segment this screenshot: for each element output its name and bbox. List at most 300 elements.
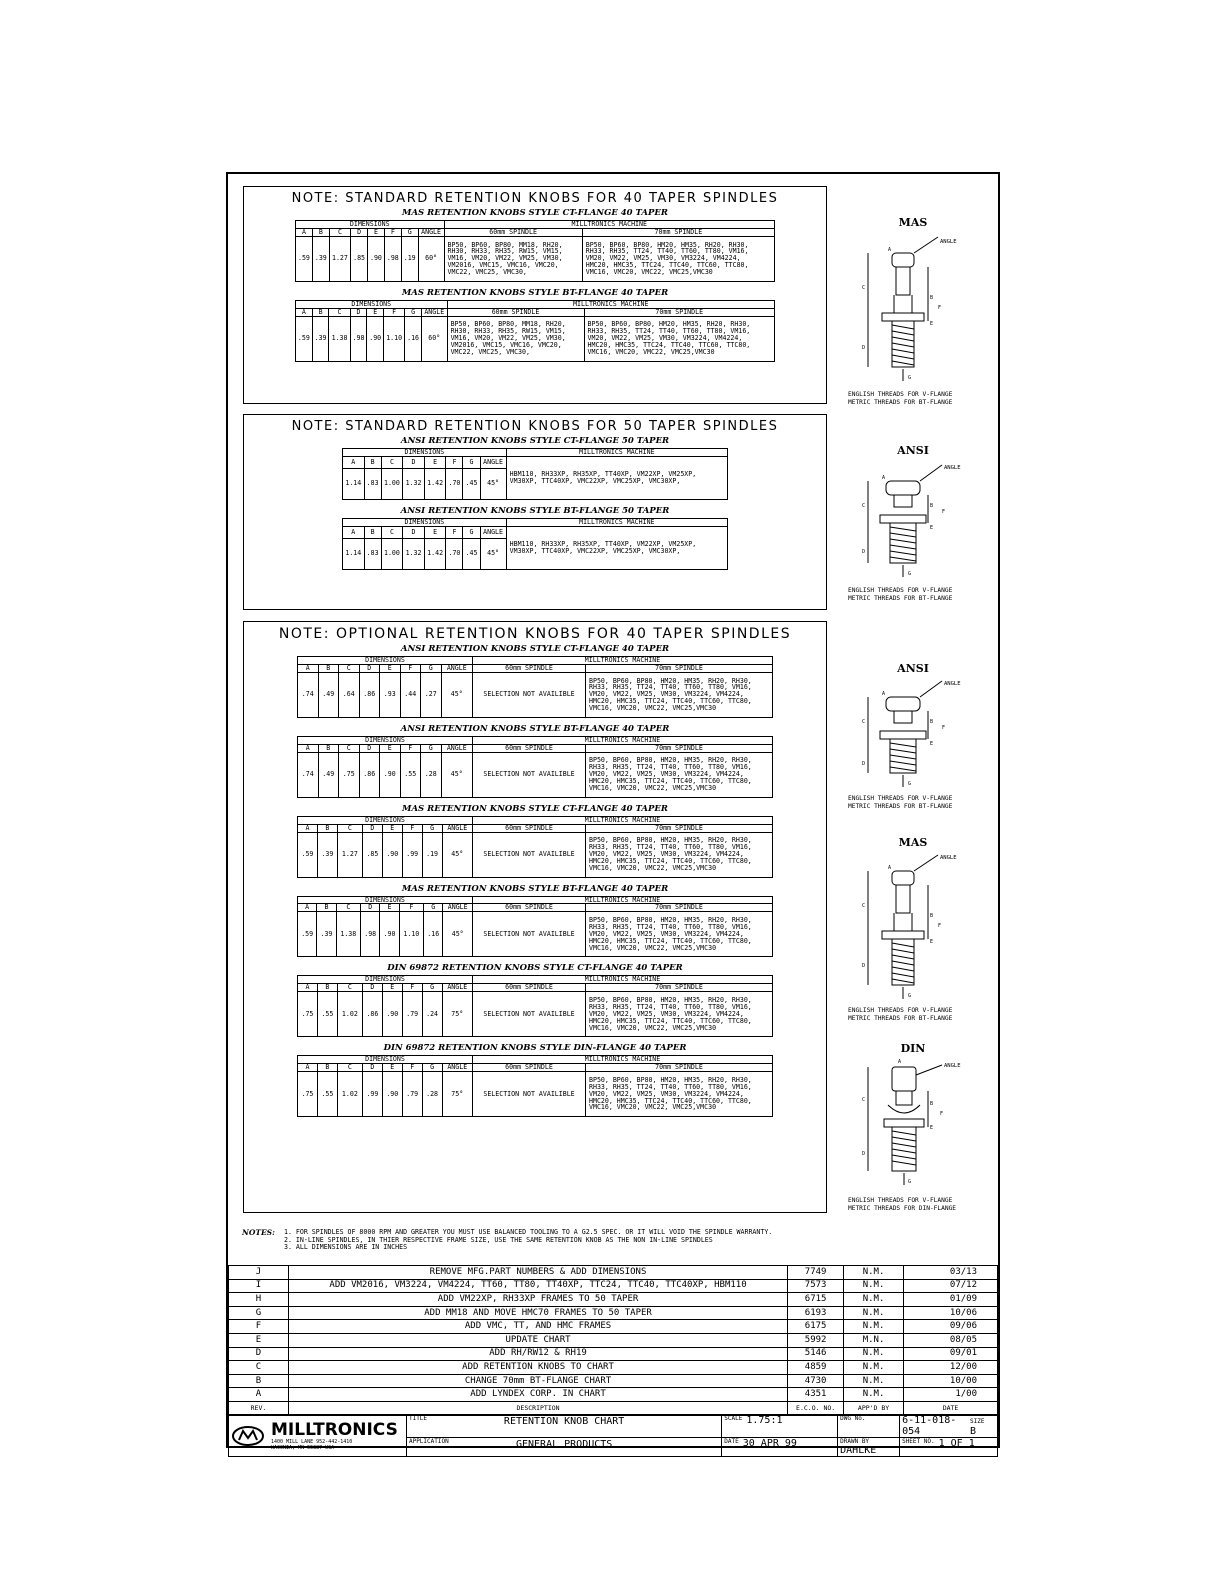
value-d: .86 <box>359 752 380 797</box>
dimensions-header: DIMENSIONS <box>296 300 448 308</box>
company-address: 1400 MILL LANE 952-442-1410 <box>271 1439 353 1446</box>
value-c: 1.38 <box>329 316 350 361</box>
value-c: 1.00 <box>381 468 403 499</box>
value-d: .98 <box>361 912 380 957</box>
value-g: .19 <box>401 236 418 281</box>
rev-date: 09/06 <box>904 1320 998 1334</box>
value-b: .39 <box>312 316 329 361</box>
dim-d-label: D <box>862 761 866 767</box>
dim-e-label: E <box>930 321 934 327</box>
col-f: F <box>402 984 422 992</box>
value-g: .19 <box>422 832 442 877</box>
dim-a-label: A <box>888 247 892 253</box>
dim-e-label: E <box>930 525 934 531</box>
company-logo-cell <box>229 1415 407 1457</box>
value-a: .59 <box>298 832 318 877</box>
value-a: .59 <box>296 236 313 281</box>
rev-eco: 6175 <box>788 1320 844 1334</box>
value-b: .39 <box>312 236 329 281</box>
col-g: G <box>422 824 442 832</box>
col-60mm: 60mm SPINDLE <box>473 904 586 912</box>
table-subtitle: ANSI RETENTION KNOBS STYLE BT-FLANGE 50 TAPER <box>400 505 670 516</box>
rev-letter: A <box>229 1388 289 1402</box>
rev-eco: 6715 <box>788 1293 844 1307</box>
knob-drawing-icon <box>838 457 988 585</box>
figure-caption: ENGLISH THREADS FOR V-FLANGE <box>848 795 953 802</box>
col-f: F <box>400 744 421 752</box>
col-g: G <box>405 308 422 316</box>
machines: HBM110, RH33XP, RH35XP, TT40XP, VM22XP, VM25XP, VM30XP, TTC40XP, VMC22XP, VMC25XP, VMC30XP, <box>506 526 727 569</box>
machines-60mm: SELECTION NOT AVAILIBLE <box>473 912 586 957</box>
col-b: B <box>312 228 329 236</box>
value-b: .83 <box>364 468 381 499</box>
rev-description: ADD VM22XP, RH33XP FRAMES TO 50 TAPER <box>288 1293 787 1307</box>
value-angle: 45° <box>442 832 472 877</box>
machine-header: MILLTRONICS MACHINE <box>473 657 773 665</box>
rev-letter: G <box>229 1306 289 1320</box>
col-d: D <box>362 1064 382 1072</box>
table-subtitle: MAS RETENTION KNOBS STYLE BT-FLANGE 40 TAPER <box>401 287 669 298</box>
milltronics-logo-icon <box>231 1425 265 1447</box>
dimension-table <box>297 736 773 798</box>
col-c: C <box>339 664 360 672</box>
value-g: .24 <box>422 992 442 1037</box>
machines-70mm: BP50, BP60, BP80, HM20, HM35, RH20, RH30, RH33, RH35, TT24, TT40, TT60, TT80, VM16, VM20, VM22, VM25, VM30, VM3224, VM4224, HMC20, HMC35, TTC24, TTC40, TTC60, TTC80, VMC16, VMC20, VMC22, VMC25,VMC30 <box>586 992 773 1037</box>
value-b: .49 <box>318 752 339 797</box>
table-subtitle: ANSI RETENTION KNOBS STYLE BT-FLANGE 40 TAPER <box>400 723 670 734</box>
col-70mm: 70mm SPINDLE <box>586 904 773 912</box>
scale-value: 1.75:1 <box>746 1415 783 1426</box>
section-40-taper-standard <box>243 186 827 404</box>
rev-approved-by: N.M. <box>844 1279 904 1293</box>
rev-description: ADD RETENTION KNOBS TO CHART <box>288 1361 787 1375</box>
dwg-size-cell <box>900 1415 998 1438</box>
figure-caption: METRIC THREADS FOR BT-FLANGE <box>848 802 953 810</box>
value-angle: 45° <box>480 538 506 569</box>
dim-g-label: G <box>908 571 912 577</box>
dimension-table <box>295 300 775 362</box>
col-angle: ANGLE <box>443 904 473 912</box>
rev-date: 03/13 <box>904 1266 998 1280</box>
drawn-value: DAHLKE <box>840 1445 877 1456</box>
rev-approved-by: N.M. <box>844 1361 904 1375</box>
col-angle: ANGLE <box>418 228 444 236</box>
section-40-taper-optional <box>243 621 827 1213</box>
value-f: .79 <box>402 992 422 1037</box>
rev-date: 10/06 <box>904 1306 998 1320</box>
col-60mm: 60mm SPINDLE <box>473 664 586 672</box>
dim-g-label: G <box>908 375 912 381</box>
figure-caption: ENGLISH THREADS FOR V-FLANGE <box>848 587 953 594</box>
figure-caption: ENGLISH THREADS FOR V-FLANGE <box>848 1197 953 1204</box>
value-angle: 75° <box>442 992 472 1037</box>
knob-drawing-icon <box>838 849 988 1005</box>
dimension-table <box>297 656 773 718</box>
value-a: .74 <box>298 752 319 797</box>
dimension-table <box>342 518 728 570</box>
figure-din <box>838 1042 988 1222</box>
machines-70mm: BP50, BP60, BP80, HM20, HM35, RH20, RH30, RH33, RH35, TT24, TT40, TT60, TT80, VM16, VM20, VM22, VM25, VM30, VM3224, VM4224, HMC20, HMC35, TTC24, TTC40, TTC60, TTC80, VMC16, VMC20, VMC22, VMC25,VMC30 <box>582 236 774 281</box>
col-b: B <box>317 984 337 992</box>
col-a: A <box>343 526 365 538</box>
col-b: B <box>317 1064 337 1072</box>
col-g: G <box>424 904 443 912</box>
rev-eco: 5146 <box>788 1347 844 1361</box>
col-a: A <box>298 1064 318 1072</box>
machine-header: MILLTRONICS MACHINE <box>473 736 773 744</box>
revision-row <box>229 1320 998 1334</box>
col-a: A <box>298 664 319 672</box>
dim-f-label: F <box>938 923 942 929</box>
value-g: .16 <box>424 912 443 957</box>
dim-d-label: D <box>862 549 866 555</box>
value-angle: 45° <box>441 672 473 717</box>
dwg-cell <box>838 1415 900 1438</box>
table-subtitle: DIN 69872 RETENTION KNOBS STYLE DIN-FLANGE 40 TAPER <box>383 1043 687 1054</box>
col-c: C <box>337 824 362 832</box>
value-e: .90 <box>367 316 384 361</box>
appd-header: APP'D BY <box>844 1401 904 1415</box>
value-e: .90 <box>382 1072 402 1117</box>
desc-header: DESCRIPTION <box>288 1401 787 1415</box>
dim-c-label: C <box>862 1097 866 1103</box>
dim-b-label: B <box>930 503 934 509</box>
machines-70mm: BP50, BP60, BP80, HM20, HM35, RH20, RH30, RH33, RH35, TT24, TT40, TT60, TT80, VM16, VM20, VM22, VM25, VM30, VM3224, VM4224, HMC20, HMC35, TTC24, TTC40, TTC60, TTC80, VMC16, VMC20, VMC22, VMC25,VMC30 <box>586 1072 773 1117</box>
col-g: G <box>421 744 442 752</box>
value-g: .28 <box>422 1072 442 1117</box>
col-f: F <box>446 456 463 468</box>
rev-date: 1/00 <box>904 1388 998 1402</box>
dim-a-label: A <box>882 475 886 481</box>
col-70mm: 70mm SPINDLE <box>584 308 775 316</box>
col-60mm: 60mm SPINDLE <box>473 744 586 752</box>
rev-letter: E <box>229 1333 289 1347</box>
machines-60mm: BP50, BP60, BP80, MM18, RH20, RH30, RH33, RH35, RW15, VM15, VM16, VM20, VM22, VM25, VM30, VM2016, VMC15, VMC16, VMC20, VMC22, VMC25, VMC30, <box>447 316 584 361</box>
rev-letter: C <box>229 1361 289 1375</box>
angle-label: ANGLE <box>944 681 961 687</box>
rev-eco: 7749 <box>788 1266 844 1280</box>
value-e: .90 <box>380 912 399 957</box>
col-60mm: 60mm SPINDLE <box>444 228 582 236</box>
col-60mm: 60mm SPINDLE <box>473 984 586 992</box>
dimension-table <box>297 816 773 878</box>
sheet-label: SHEET NO. <box>902 1438 935 1445</box>
value-f: .55 <box>400 752 421 797</box>
machines-70mm: BP50, BP60, BP80, HM20, HM35, RH20, RH30, RH33, RH35, TT24, TT40, TT60, TT80, VM16, VM20, VM22, VM25, VM30, VM3224, VM4224, HMC20, HMC35, TTC24, TTC40, TTC60, TTC80, VMC16, VMC20, VMC22, VMC25,VMC30 <box>586 832 773 877</box>
rev-letter: H <box>229 1293 289 1307</box>
machines-60mm: SELECTION NOT AVAILIBLE <box>473 1072 586 1117</box>
col-60mm: 60mm SPINDLE <box>473 824 586 832</box>
value-e: .90 <box>382 832 402 877</box>
note-item: 3. ALL DIMENSIONS ARE IN INCHES <box>284 1243 408 1252</box>
dim-g-label: G <box>908 781 912 787</box>
scale-label: SCALE <box>724 1415 743 1422</box>
drawn-cell <box>838 1438 900 1457</box>
figure-mas-2 <box>838 836 988 1036</box>
angle-label: ANGLE <box>940 855 957 861</box>
rev-header: REV. <box>229 1401 289 1415</box>
col-c: C <box>381 456 403 468</box>
drawn-label: DRAWN BY <box>840 1438 870 1445</box>
dimensions-header: DIMENSIONS <box>343 449 507 457</box>
col-angle: ANGLE <box>480 526 506 538</box>
col-f: F <box>402 824 422 832</box>
revision-row <box>229 1266 998 1280</box>
size-label: SIZE <box>970 1418 985 1425</box>
value-c: 1.02 <box>337 992 362 1037</box>
value-f: .44 <box>400 672 421 717</box>
table-subtitle: MAS RETENTION KNOBS STYLE CT-FLANGE 40 TAPER <box>402 208 668 218</box>
dim-d-label: D <box>862 345 866 351</box>
dimension-table <box>342 448 728 500</box>
col-e: E <box>368 228 385 236</box>
machines-60mm: SELECTION NOT AVAILIBLE <box>473 752 586 797</box>
dimension-table <box>297 1055 773 1117</box>
rev-date: 12/00 <box>904 1361 998 1375</box>
value-e: .90 <box>382 992 402 1037</box>
rev-description: ADD RH/RW12 & RH19 <box>288 1347 787 1361</box>
value-d: 1.32 <box>403 538 425 569</box>
value-c: 1.27 <box>329 236 350 281</box>
machines-70mm: BP50, BP60, BP80, HM20, HM35, RH20, RH30, RH33, RH35, TT24, TT40, TT60, TT80, VM16, VM20, VM22, VM25, VM30, VM3224, VM4224, HMC20, HMC35, TTC24, TTC40, TTC60, TTC80, VMC16, VMC20, VMC22, VMC25,VMC30 <box>586 752 773 797</box>
machines-70mm: BP50, BP60, BP80, HM20, HM35, RH20, RH30, RH33, RH35, TT24, TT40, TT60, TT80, VM16, VM20, VM22, VM25, VM30, VM3224, VM4224, HMC20, HMC35, TTC24, TTC40, TTC60, TTC80, VMC16, VMC20, VMC22, VMC25,VMC30 <box>584 316 775 361</box>
dwg-number: 6-11-018-054 <box>902 1415 957 1437</box>
value-a: .59 <box>296 316 313 361</box>
dim-b-label: B <box>930 719 934 725</box>
revision-row <box>229 1388 998 1402</box>
title-label: TITLE <box>408 1415 428 1422</box>
col-c: C <box>381 526 403 538</box>
machines-60mm: SELECTION NOT AVAILIBLE <box>473 992 586 1037</box>
col-c: C <box>336 904 360 912</box>
col-b: B <box>318 744 339 752</box>
rev-approved-by: N.M. <box>844 1347 904 1361</box>
table-subtitle: MAS RETENTION KNOBS STYLE BT-FLANGE 40 TAPER <box>401 883 669 894</box>
dim-d-label: D <box>862 1151 866 1157</box>
value-angle: 45° <box>441 752 473 797</box>
col-f: F <box>399 904 423 912</box>
knob-drawing-icon <box>838 675 988 793</box>
machines: HBM110, RH33XP, RH35XP, TT40XP, VM22XP, VM25XP, VM30XP, TTC40XP, VMC22XP, VMC25XP, VMC30XP, <box>506 456 727 499</box>
section-title: NOTE: STANDARD RETENTION KNOBS FOR 40 TAPER SPINDLES <box>291 191 779 206</box>
value-c: 1.02 <box>337 1072 362 1117</box>
value-d: .98 <box>350 316 367 361</box>
rev-description: UPDATE CHART <box>288 1333 787 1347</box>
dim-a-label: A <box>882 691 886 697</box>
col-e: E <box>382 1064 402 1072</box>
value-g: .16 <box>405 316 422 361</box>
scale-cell <box>722 1415 838 1438</box>
machine-header: MILLTRONICS MACHINE <box>473 816 773 824</box>
rev-approved-by: N.M. <box>844 1388 904 1402</box>
value-g: .45 <box>463 468 480 499</box>
dimensions-header: DIMENSIONS <box>298 896 473 904</box>
value-e: .90 <box>368 236 385 281</box>
rev-approved-by: N.M. <box>844 1293 904 1307</box>
value-angle: 60° <box>418 236 444 281</box>
revision-row <box>229 1306 998 1320</box>
sheet-value: 1 OF 1 <box>938 1438 975 1449</box>
col-g: G <box>421 664 442 672</box>
col-f: F <box>384 308 405 316</box>
value-e: 1.42 <box>424 538 446 569</box>
col-angle: ANGLE <box>421 308 447 316</box>
rev-eco: 5992 <box>788 1333 844 1347</box>
dim-b-label: B <box>930 913 934 919</box>
revision-row <box>229 1374 998 1388</box>
title-block <box>228 1414 998 1457</box>
machines-70mm: BP50, BP60, BP80, HM20, HM35, RH20, RH30, RH33, RH35, TT24, TT40, TT60, TT80, VM16, VM20, VM22, VM25, VM30, VM3224, VM4224, HMC20, HMC35, TTC24, TTC40, TTC60, TTC80, VMC16, VMC20, VMC22, VMC25,VMC30 <box>586 672 773 717</box>
application-label: APPLICATION <box>408 1438 449 1445</box>
rev-approved-by: N.M. <box>844 1320 904 1334</box>
value-f: 1.10 <box>399 912 423 957</box>
col-g: G <box>463 456 480 468</box>
dim-e-label: E <box>930 1125 934 1131</box>
rev-eco: 4730 <box>788 1374 844 1388</box>
col-60mm: 60mm SPINDLE <box>473 1064 586 1072</box>
col-70mm: 70mm SPINDLE <box>586 744 773 752</box>
figure-caption: METRIC THREADS FOR BT-FLANGE <box>848 594 953 602</box>
value-d: 1.32 <box>403 468 425 499</box>
value-f: 1.10 <box>384 316 405 361</box>
title-cell <box>406 1415 721 1438</box>
figure-mas-1 <box>838 216 988 411</box>
dimensions-header: DIMENSIONS <box>298 1056 473 1064</box>
figure-caption: ENGLISH THREADS FOR V-FLANGE <box>848 1007 953 1014</box>
machine-header: MILLTRONICS MACHINE <box>473 976 773 984</box>
col-c: C <box>329 308 350 316</box>
machine-header: MILLTRONICS MACHINE <box>506 449 727 457</box>
machine-header: MILLTRONICS MACHINE <box>444 221 775 229</box>
rev-letter: D <box>229 1347 289 1361</box>
revision-row <box>229 1279 998 1293</box>
rev-date: 08/05 <box>904 1333 998 1347</box>
machines-70mm: BP50, BP60, BP80, HM20, HM35, RH20, RH30, RH33, RH35, TT24, TT40, TT60, TT80, VM16, VM20, VM22, VM25, VM30, VM3224, VM4224, HMC20, HMC35, TTC24, TTC40, TTC60, TTC80, VMC16, VMC20, VMC22, VMC25,VMC30 <box>586 912 773 957</box>
figure-caption: ENGLISH THREADS FOR V-FLANGE <box>848 391 953 398</box>
dim-b-label: B <box>930 295 934 301</box>
rev-approved-by: N.M. <box>844 1266 904 1280</box>
col-70mm: 70mm SPINDLE <box>582 228 774 236</box>
figure-label: ANSI <box>897 444 929 457</box>
col-b: B <box>312 308 329 316</box>
size-value: B <box>970 1426 977 1437</box>
value-e: 1.42 <box>424 468 446 499</box>
notes-block <box>242 1229 982 1252</box>
date-header: DATE <box>904 1401 998 1415</box>
value-c: 1.27 <box>337 832 362 877</box>
revision-row <box>229 1293 998 1307</box>
value-a: .75 <box>298 992 318 1037</box>
rev-approved-by: N.M. <box>844 1374 904 1388</box>
figure-ansi-2 <box>838 662 988 822</box>
table-subtitle: DIN 69872 RETENTION KNOBS STYLE CT-FLANGE 40 TAPER <box>387 963 683 974</box>
rev-eco: 7573 <box>788 1279 844 1293</box>
dimensions-header: DIMENSIONS <box>298 816 473 824</box>
knob-drawing-icon <box>838 229 988 389</box>
rev-letter: B <box>229 1374 289 1388</box>
application-value: GENERAL PRODUCTS <box>515 1439 613 1450</box>
notes-heading: NOTES: <box>242 1228 275 1237</box>
col-angle: ANGLE <box>480 456 506 468</box>
dim-g-label: G <box>908 1179 912 1185</box>
col-70mm: 70mm SPINDLE <box>586 1064 773 1072</box>
eco-header: E.C.O. NO. <box>788 1401 844 1415</box>
col-c: C <box>337 1064 362 1072</box>
col-g: G <box>401 228 418 236</box>
angle-label: ANGLE <box>944 1063 961 1069</box>
machines-60mm: SELECTION NOT AVAILIBLE <box>473 672 586 717</box>
col-d: D <box>351 228 368 236</box>
col-b: B <box>364 526 381 538</box>
value-angle: 75° <box>442 1072 472 1117</box>
value-e: .93 <box>380 672 401 717</box>
col-f: F <box>400 664 421 672</box>
value-b: .39 <box>317 912 336 957</box>
dim-a-label: A <box>898 1059 902 1065</box>
value-f: .70 <box>446 468 463 499</box>
col-angle: ANGLE <box>442 1064 472 1072</box>
section-title: NOTE: OPTIONAL RETENTION KNOBS FOR 40 TAPER SPINDLES <box>278 626 792 642</box>
value-b: .49 <box>318 672 339 717</box>
col-e: E <box>380 904 399 912</box>
angle-label: ANGLE <box>940 239 957 245</box>
col-d: D <box>403 456 425 468</box>
value-a: 1.14 <box>343 538 365 569</box>
rev-description: ADD LYNDEX CORP. IN CHART <box>288 1388 787 1402</box>
rev-date: 01/09 <box>904 1293 998 1307</box>
rev-date: 10/00 <box>904 1374 998 1388</box>
revision-row <box>229 1361 998 1375</box>
col-angle: ANGLE <box>441 664 473 672</box>
dimensions-header: DIMENSIONS <box>296 221 445 229</box>
dim-f-label: F <box>942 725 946 731</box>
col-a: A <box>298 824 318 832</box>
dim-d-label: D <box>862 963 866 969</box>
rev-description: CHANGE 70mm BT-FLANGE CHART <box>288 1374 787 1388</box>
value-f: .70 <box>446 538 463 569</box>
date-cell <box>722 1438 838 1457</box>
dim-c-label: C <box>862 285 866 291</box>
col-d: D <box>359 744 380 752</box>
rev-date: 07/12 <box>904 1279 998 1293</box>
col-70mm: 70mm SPINDLE <box>586 984 773 992</box>
machines-60mm: SELECTION NOT AVAILIBLE <box>473 832 586 877</box>
col-angle: ANGLE <box>442 824 472 832</box>
value-angle: 60° <box>421 316 447 361</box>
col-g: G <box>422 984 442 992</box>
dim-f-label: F <box>942 509 946 515</box>
table-subtitle: MAS RETENTION KNOBS STYLE CT-FLANGE 40 TAPER <box>402 803 668 814</box>
col-d: D <box>362 824 382 832</box>
col-d: D <box>362 984 382 992</box>
rev-eco: 4351 <box>788 1388 844 1402</box>
table-subtitle: ANSI RETENTION KNOBS STYLE CT-FLANGE 40 TAPER <box>400 644 670 654</box>
col-a: A <box>298 904 317 912</box>
value-g: .27 <box>421 672 442 717</box>
col-g: G <box>422 1064 442 1072</box>
drawing-title: RETENTION KNOB CHART <box>503 1416 625 1427</box>
value-c: .64 <box>339 672 360 717</box>
value-angle: 45° <box>443 912 473 957</box>
table-subtitle: ANSI RETENTION KNOBS STYLE CT-FLANGE 50 TAPER <box>400 436 670 446</box>
value-g: .45 <box>463 538 480 569</box>
dim-e-label: E <box>930 939 934 945</box>
col-a: A <box>296 308 313 316</box>
application-cell <box>406 1438 721 1457</box>
col-f: F <box>446 526 463 538</box>
col-c: C <box>339 744 360 752</box>
figure-caption: METRIC THREADS FOR DIN-FLANGE <box>848 1204 957 1212</box>
